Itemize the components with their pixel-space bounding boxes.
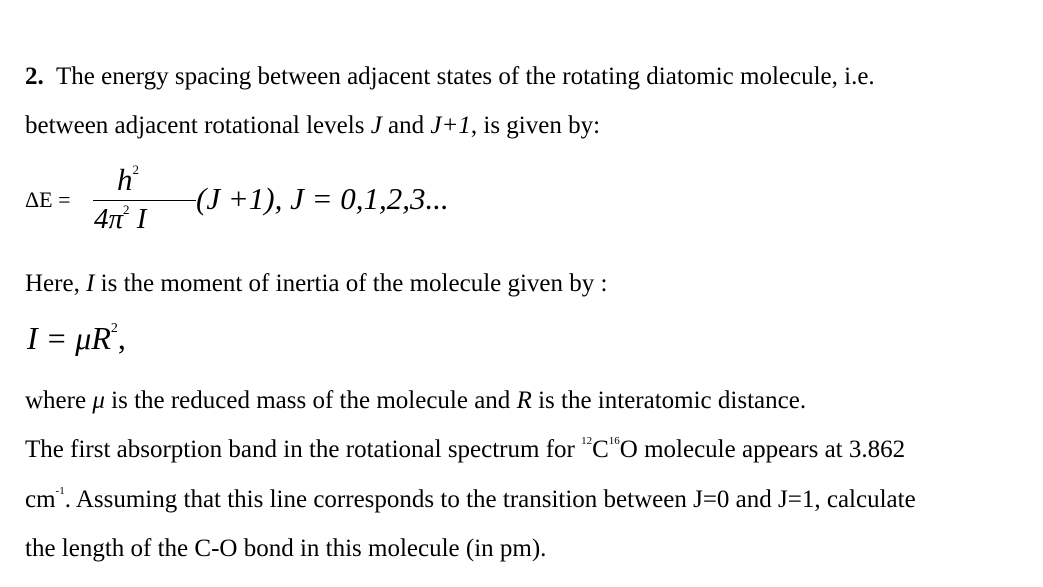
where-line	[25, 386, 806, 416]
eq2-lhs: I = μR	[27, 320, 111, 356]
line-2-text-b: and	[381, 112, 431, 139]
unit-exp: -1	[55, 485, 65, 497]
oxygen-isotope: 16	[608, 435, 620, 447]
wavenumber-line	[25, 485, 916, 519]
where-text-a: where	[25, 387, 93, 414]
variable-R: R	[516, 387, 532, 414]
line-1-text: The energy spacing between adjacent states of the rotating diatomic molecule, i.e.	[56, 63, 875, 90]
wavenumber-text: . Assuming that this line corresponds to the transition between J=0 and J=1, calculate	[64, 486, 916, 513]
eq2-exp: 2	[110, 321, 118, 336]
band-text-a: The first absorption band in the rotational spectrum for	[25, 436, 582, 463]
problem-number: 2.	[25, 63, 44, 90]
problem-line-1	[25, 62, 875, 92]
unit-cm: cm	[25, 486, 56, 513]
eq1-denominator	[94, 202, 146, 241]
variable-I: I	[86, 270, 95, 297]
eq1-numerator-h: h	[117, 162, 133, 197]
where-text-b: is the reduced mass of the molecule and	[104, 387, 517, 414]
inertia-equation	[27, 318, 126, 366]
eq1-rhs: (J +1), J = 0,1,2,3...	[196, 181, 449, 216]
here-text-a: Here,	[25, 270, 87, 297]
variable-mu: μ	[92, 387, 105, 414]
variable-J: J	[370, 112, 382, 139]
eq1-numerator-exp: 2	[132, 162, 139, 177]
eq1-numerator	[117, 162, 139, 204]
here-text-b: is the moment of inertia of the molecule given by :	[94, 270, 608, 297]
eq1-lhs: ΔE =	[25, 187, 71, 212]
eq1-denominator-4pi: 4π	[94, 203, 124, 235]
absorption-band-line	[25, 435, 905, 469]
fraction-bar	[93, 200, 196, 201]
energy-spacing-equation	[25, 162, 585, 242]
eq1-denominator-exp: 2	[123, 202, 130, 217]
carbon-symbol: C	[592, 436, 609, 463]
variable-J-plus-1: J+1	[430, 112, 471, 139]
problem-line-2	[25, 111, 600, 141]
final-question-text: the length of the C-O bond in this molecule (in pm).	[25, 535, 547, 562]
band-text-b: O molecule appears at 3.862	[619, 436, 906, 463]
where-text-c: is the interatomic distance.	[531, 387, 807, 414]
moment-of-inertia-line	[25, 269, 607, 299]
eq2-comma: ,	[117, 320, 126, 356]
line-2-text-c: , is given by:	[470, 112, 601, 139]
eq1-denominator-I: I	[129, 203, 147, 235]
final-question-line	[25, 534, 546, 564]
line-2-text-a: between adjacent rotational levels	[25, 112, 371, 139]
carbon-isotope: 12	[581, 435, 593, 447]
